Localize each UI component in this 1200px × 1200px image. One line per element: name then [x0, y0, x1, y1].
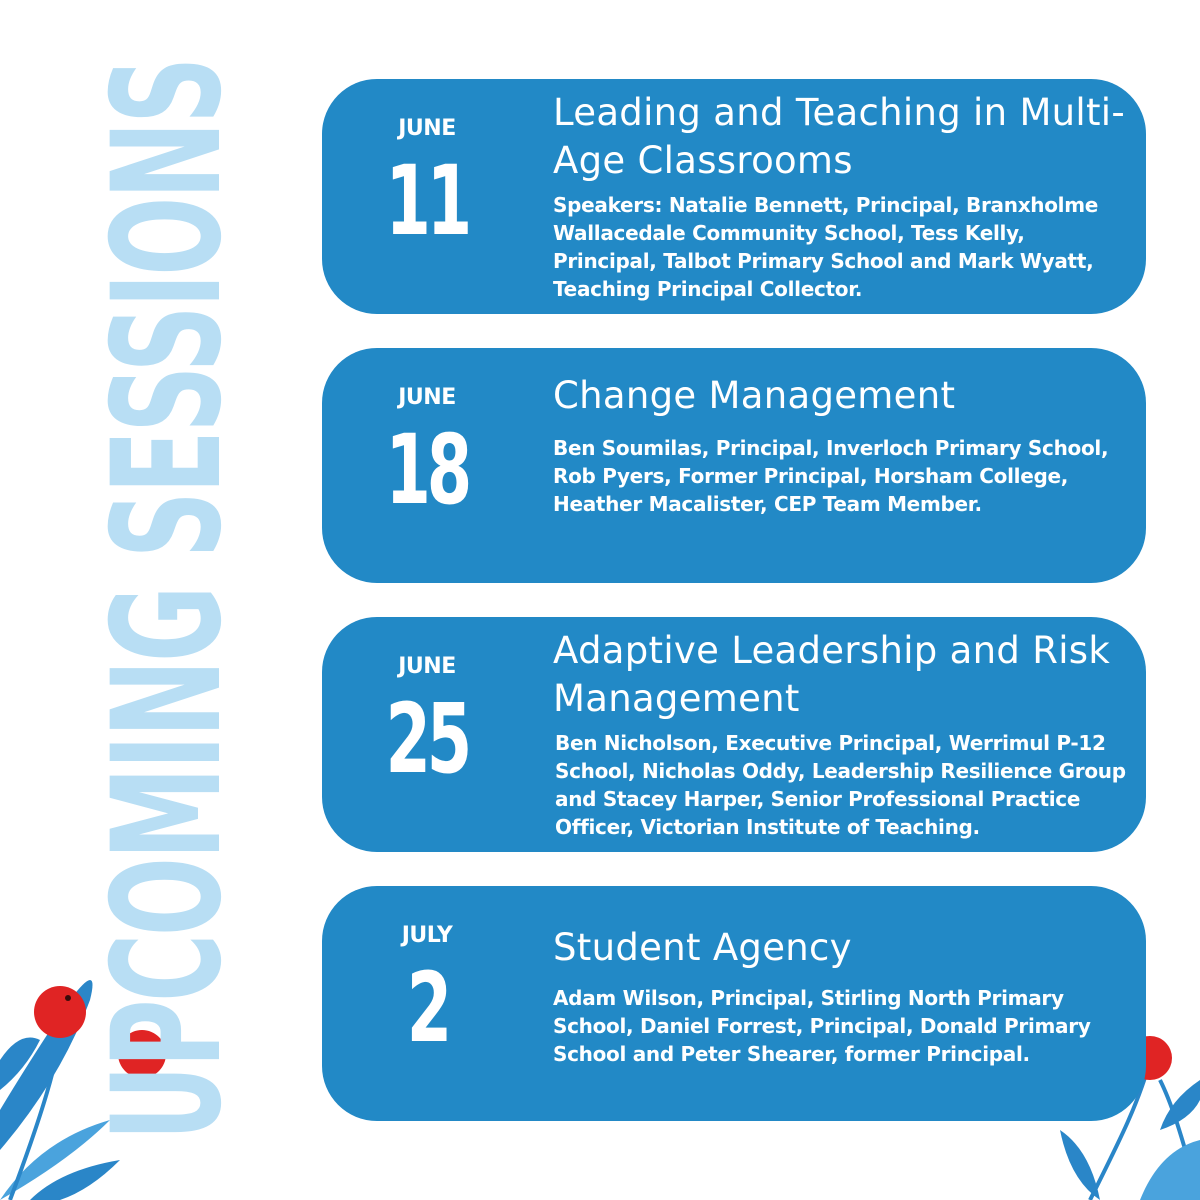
session-day: 11: [385, 145, 469, 257]
session-info: [553, 372, 1134, 518]
session-month: JULY: [401, 923, 453, 948]
page-heading-text: UPCOMING SESSIONS: [81, 59, 255, 1141]
session-day: 25: [385, 683, 469, 795]
session-title: Leading and Teaching in Multi-Age Classrooms: [553, 91, 1126, 182]
session-info: [553, 924, 1134, 1068]
session-date: [352, 79, 502, 314]
session-info: [553, 89, 1134, 303]
session-title: Change Management: [553, 374, 956, 417]
session-card: [322, 886, 1146, 1121]
session-speakers: Ben Nicholson, Executive Principal, Werrimul P-12 School, Nicholas Oddy, Leadership Resilience Group and Stacey Harper, Senior Professional Practice Officer, Victorian Institute of Teaching.: [555, 731, 1126, 839]
session-info: [553, 627, 1134, 841]
session-date: [352, 886, 502, 1121]
berry-icon: [34, 986, 86, 1038]
page-heading-vertical: [81, 59, 255, 1141]
session-speakers: Adam Wilson, Principal, Stirling North Primary School, Daniel Forrest, Principal, Donald Primary School and Peter Shearer, former Principal.: [553, 986, 1091, 1066]
session-speakers: Ben Soumilas, Principal, Inverloch Primary School, Rob Pyers, Former Principal, Horsham College, Heather Macalister, CEP Team Member.: [553, 436, 1109, 516]
session-card: [322, 79, 1146, 314]
session-day: 2: [406, 952, 448, 1064]
session-speakers: Speakers: Natalie Bennett, Principal, Branxholme Wallacedale Community School, Tess Kelly, Principal, Talbot Primary School and Mark Wyatt, Teaching Principal Collector.: [553, 193, 1099, 301]
session-title: Student Agency: [553, 926, 852, 969]
session-date: [352, 617, 502, 852]
session-title: Adaptive Leadership and Risk Management: [553, 629, 1111, 720]
session-month: JUNE: [398, 385, 456, 410]
session-card: [322, 617, 1146, 852]
session-month: JUNE: [398, 116, 456, 141]
session-month: JUNE: [398, 654, 456, 679]
session-day: 18: [385, 414, 469, 526]
session-date: [352, 348, 502, 583]
session-card: [322, 348, 1146, 583]
